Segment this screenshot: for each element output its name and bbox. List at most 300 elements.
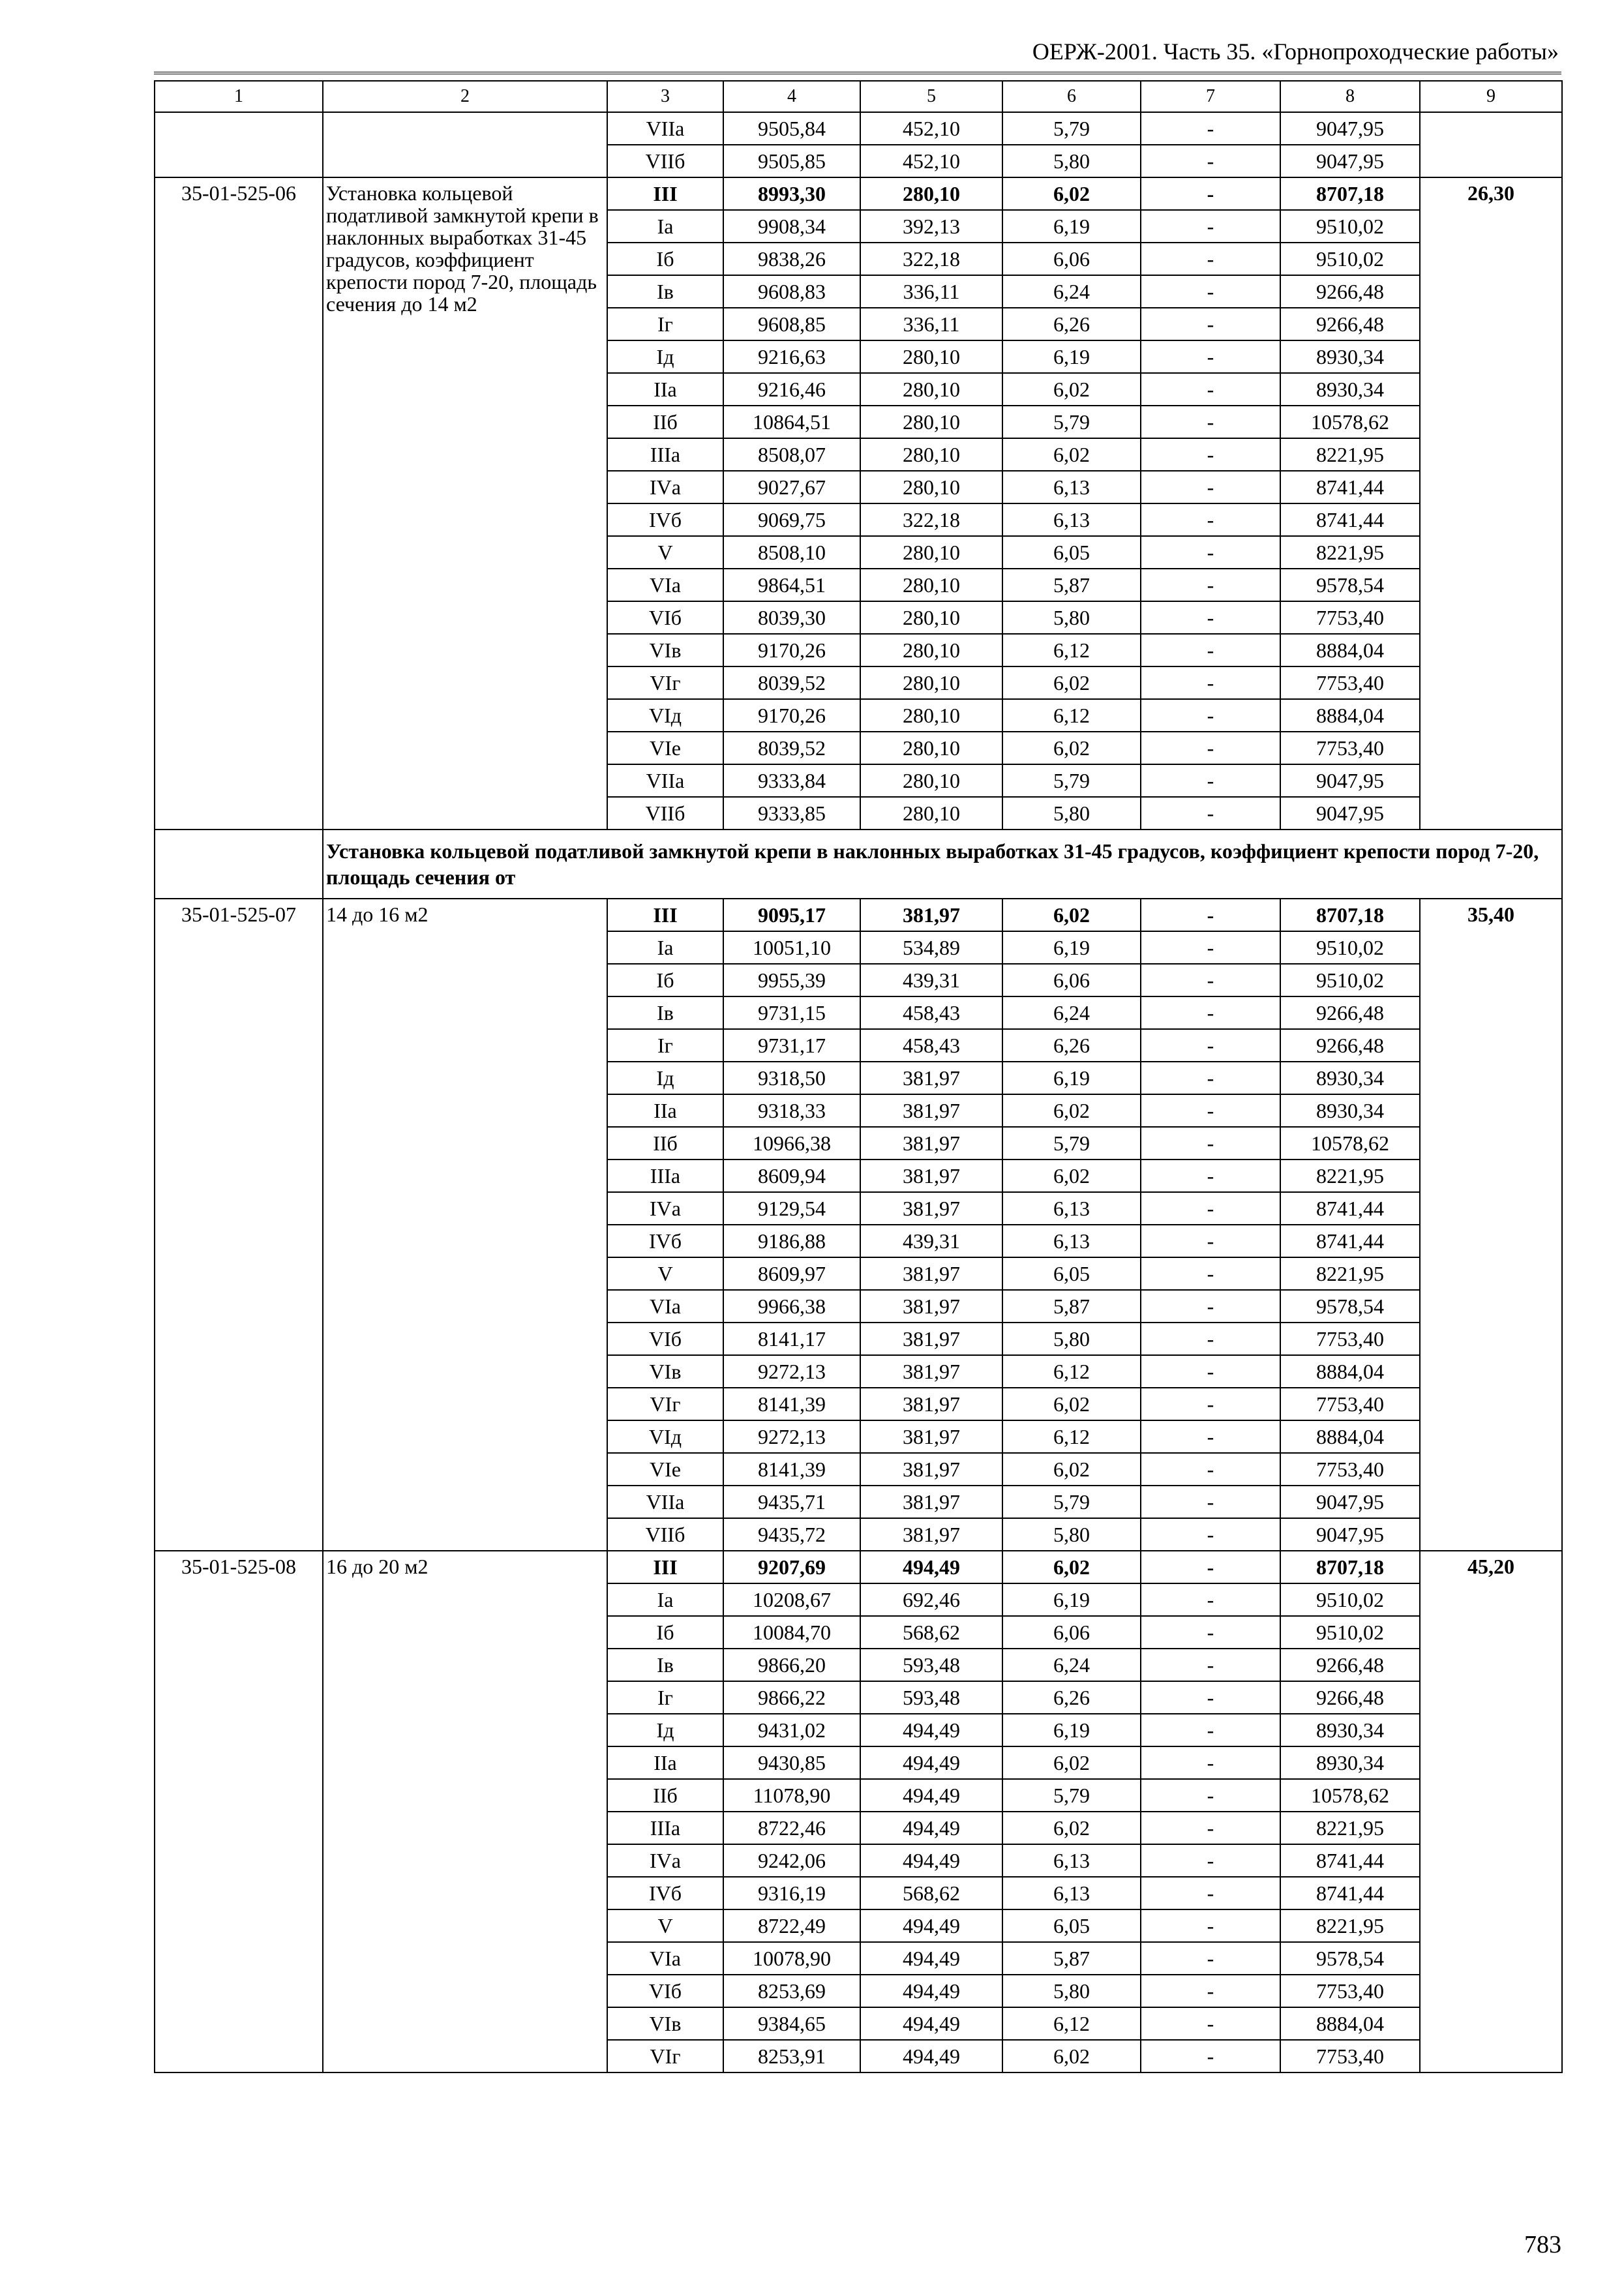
value-cell: 9866,22 [723,1681,860,1714]
value-cell: 6,02 [1002,1453,1141,1486]
value-cell: 8930,34 [1280,1062,1420,1094]
value-cell: Iб [607,243,723,275]
value-cell: V [607,1909,723,1942]
value-cell: 8609,94 [723,1159,860,1192]
value-cell: - [1141,1029,1280,1062]
value-cell: - [1141,1062,1280,1094]
value-cell: 8039,30 [723,601,860,634]
value-cell: IVа [607,471,723,503]
value-cell: 6,02 [1002,1746,1141,1779]
value-cell: - [1141,1844,1280,1877]
value-cell: 6,02 [1002,732,1141,764]
column-number-cell: 2 [323,81,607,112]
value-cell: 458,43 [860,996,1002,1029]
value-cell: - [1141,2007,1280,2040]
value-cell: - [1141,1942,1280,1975]
value-cell: 568,62 [860,1616,1002,1649]
value-cell: 9333,84 [723,764,860,797]
value-cell: 5,80 [1002,1518,1141,1551]
value-cell: 280,10 [860,406,1002,438]
value-cell: 9608,85 [723,308,860,340]
value-cell: 8930,34 [1280,1746,1420,1779]
value-cell: 8221,95 [1280,1257,1420,1290]
value-cell: 7753,40 [1280,1975,1420,2007]
value-cell: - [1141,1909,1280,1942]
value-cell: - [1141,1779,1280,1812]
value-cell: 6,02 [1002,1551,1141,1583]
value-cell: 9272,13 [723,1355,860,1388]
value-cell: 6,02 [1002,899,1141,931]
value-cell: Iа [607,210,723,243]
value-cell: 381,97 [860,1257,1002,1290]
value-cell: - [1141,1616,1280,1649]
section-heading-text: Установка кольцевой податливой замкнутой крепи в наклонных выработках 31-45 градусов, коэффициент крепости пород 7-20, площадь сечения от [323,830,1562,899]
value-cell: 280,10 [860,732,1002,764]
value-cell: IIа [607,1746,723,1779]
value-cell: IVб [607,503,723,536]
value-cell: Iб [607,1616,723,1649]
value-cell: 6,02 [1002,1812,1141,1844]
value-cell: 5,79 [1002,112,1141,145]
value-cell: 10084,70 [723,1616,860,1649]
value-cell: 381,97 [860,1127,1002,1159]
value-cell: IIа [607,373,723,406]
value-cell: 8884,04 [1280,1420,1420,1453]
value-cell: 8993,30 [723,177,860,210]
value-cell: 9838,26 [723,243,860,275]
value-cell: 9266,48 [1280,308,1420,340]
value-cell: - [1141,1290,1280,1323]
value-cell: 9578,54 [1280,569,1420,601]
value-cell: 9510,02 [1280,964,1420,996]
table-row [155,1551,1562,1583]
value-cell: - [1141,1812,1280,1844]
value-cell: VIв [607,1355,723,1388]
value-cell: - [1141,1159,1280,1192]
value-cell: 336,11 [860,308,1002,340]
value-cell: VIд [607,1420,723,1453]
value-cell: 280,10 [860,601,1002,634]
section-empty-cell [155,830,323,899]
value-cell: 8741,44 [1280,1192,1420,1225]
item-description [323,112,607,177]
value-cell: 280,10 [860,177,1002,210]
value-cell: 6,12 [1002,1420,1141,1453]
value-cell: 8930,34 [1280,373,1420,406]
value-cell: 8253,91 [723,2040,860,2072]
table-row [155,112,1562,145]
rates-table [154,80,1563,2073]
value-cell: IIа [607,1094,723,1127]
value-cell: 9047,95 [1280,112,1420,145]
value-cell: 9731,15 [723,996,860,1029]
value-cell: 6,12 [1002,699,1141,732]
column-number-cell: 4 [723,81,860,112]
value-cell: - [1141,964,1280,996]
value-cell: - [1141,634,1280,666]
value-cell: 9216,46 [723,373,860,406]
value-cell: 6,05 [1002,1257,1141,1290]
value-cell: - [1141,1551,1280,1583]
value-cell: 6,06 [1002,1616,1141,1649]
value-cell: Iд [607,1714,723,1746]
value-cell: 9170,26 [723,699,860,732]
value-cell: 9266,48 [1280,275,1420,308]
value-cell: 8508,07 [723,438,860,471]
value-cell: 6,13 [1002,1877,1141,1909]
column-number-cell: 6 [1002,81,1141,112]
value-cell: 8741,44 [1280,471,1420,503]
value-cell: 8884,04 [1280,699,1420,732]
value-cell: 9047,95 [1280,1486,1420,1518]
value-cell: - [1141,996,1280,1029]
value-cell: 381,97 [860,1453,1002,1486]
value-cell: 5,79 [1002,406,1141,438]
value-cell: IVа [607,1192,723,1225]
value-cell: 8253,69 [723,1975,860,2007]
value-cell: - [1141,764,1280,797]
value-cell: 6,06 [1002,964,1141,996]
value-cell: 7753,40 [1280,1453,1420,1486]
value-cell: VIIб [607,797,723,830]
value-cell: - [1141,1453,1280,1486]
value-cell: 5,80 [1002,1323,1141,1355]
value-cell: 8722,46 [723,1812,860,1844]
value-cell: 6,13 [1002,471,1141,503]
item-code: 35-01-525-07 [155,899,323,1551]
value-cell: 494,49 [860,2007,1002,2040]
value-cell: 9095,17 [723,899,860,931]
value-cell: Iв [607,1649,723,1681]
value-cell: Iв [607,275,723,308]
value-cell: 9129,54 [723,1192,860,1225]
value-cell: Iб [607,964,723,996]
value-cell: 381,97 [860,1355,1002,1388]
value-cell: 494,49 [860,1975,1002,2007]
value-cell: 6,19 [1002,210,1141,243]
value-cell: 9608,83 [723,275,860,308]
value-cell: 8039,52 [723,732,860,764]
value-cell: 9047,95 [1280,764,1420,797]
value-cell: 6,02 [1002,373,1141,406]
value-cell: 381,97 [860,1094,1002,1127]
page-number: 783 [1524,2231,1561,2258]
value-cell: Iа [607,1583,723,1616]
value-cell: - [1141,243,1280,275]
value-cell: 8221,95 [1280,1159,1420,1192]
value-cell: 6,19 [1002,1062,1141,1094]
item-description: 16 до 20 м2 [323,1551,607,2072]
value-cell: 494,49 [860,1812,1002,1844]
value-cell: 9318,33 [723,1094,860,1127]
value-cell: 9266,48 [1280,1649,1420,1681]
value-cell: 5,79 [1002,1779,1141,1812]
value-cell: 5,80 [1002,601,1141,634]
value-cell: 8930,34 [1280,340,1420,373]
value-cell: - [1141,1094,1280,1127]
value-cell: 9864,51 [723,569,860,601]
value-cell: 10578,62 [1280,1779,1420,1812]
value-cell: 6,13 [1002,1844,1141,1877]
value-cell: 9242,06 [723,1844,860,1877]
value-cell: 7753,40 [1280,601,1420,634]
column-number-cell: 7 [1141,81,1280,112]
value-cell: 6,19 [1002,931,1141,964]
value-cell: 7753,40 [1280,1323,1420,1355]
value-cell: VIIб [607,145,723,177]
value-cell: 336,11 [860,275,1002,308]
value-cell: 280,10 [860,569,1002,601]
value-cell: 8221,95 [1280,536,1420,569]
item-code [155,112,323,177]
value-cell: 9027,67 [723,471,860,503]
value-cell: IIб [607,1127,723,1159]
value-cell: 8221,95 [1280,1812,1420,1844]
value-cell: - [1141,666,1280,699]
value-cell: - [1141,732,1280,764]
value-cell: - [1141,1225,1280,1257]
item-code: 35-01-525-06 [155,177,323,830]
item-description: Установка кольцевой податливой замкнутой крепи в наклонных выработках 31-45 градусов, коэффициент крепости пород 7-20, площадь сечения до 14 м2 [323,177,607,830]
value-cell: IVб [607,1877,723,1909]
table-row [155,899,1562,931]
value-cell: 9047,95 [1280,1518,1420,1551]
value-cell: - [1141,797,1280,830]
section-heading-row [155,830,1562,899]
table-row [155,177,1562,210]
value-cell: 381,97 [860,899,1002,931]
value-cell: 9731,17 [723,1029,860,1062]
value-cell: 534,89 [860,931,1002,964]
value-cell: 494,49 [860,2040,1002,2072]
value-cell: - [1141,1323,1280,1355]
value-cell: 8707,18 [1280,177,1420,210]
value-cell: 9186,88 [723,1225,860,1257]
value-cell: 9333,85 [723,797,860,830]
value-cell: VIа [607,569,723,601]
value-cell: - [1141,1355,1280,1388]
value-cell: IVа [607,1844,723,1877]
value-cell: 6,05 [1002,1909,1141,1942]
value-cell: 6,02 [1002,177,1141,210]
value-cell: 5,80 [1002,145,1141,177]
value-cell: 6,24 [1002,275,1141,308]
value-cell: 9216,63 [723,340,860,373]
value-cell: - [1141,699,1280,732]
value-cell: V [607,1257,723,1290]
value-cell: VIв [607,2007,723,2040]
value-cell: VIг [607,2040,723,2072]
value-cell: Iа [607,931,723,964]
value-cell: 8707,18 [1280,1551,1420,1583]
item-code: 35-01-525-08 [155,1551,323,2072]
value-cell: 280,10 [860,471,1002,503]
value-cell: - [1141,1486,1280,1518]
value-cell: 7753,40 [1280,666,1420,699]
value-cell: IVб [607,1225,723,1257]
value-cell: 8741,44 [1280,1844,1420,1877]
value-cell: - [1141,373,1280,406]
value-cell: 568,62 [860,1877,1002,1909]
value-cell: 9266,48 [1280,996,1420,1029]
value-cell: 9266,48 [1280,1029,1420,1062]
value-cell: 8508,10 [723,536,860,569]
value-cell: 280,10 [860,797,1002,830]
value-cell: 381,97 [860,1192,1002,1225]
value-cell: - [1141,308,1280,340]
value-cell: 6,19 [1002,1714,1141,1746]
value-cell: 6,13 [1002,1225,1141,1257]
value-cell: VIе [607,732,723,764]
value-cell: III [607,177,723,210]
value-cell: Iд [607,1062,723,1094]
value-cell: 6,06 [1002,243,1141,275]
value-cell: IIIа [607,438,723,471]
value-cell: 381,97 [860,1486,1002,1518]
value-cell: 5,87 [1002,569,1141,601]
value-cell: 6,24 [1002,996,1141,1029]
value-cell: - [1141,1746,1280,1779]
value-cell: - [1141,1714,1280,1746]
value-cell: 381,97 [860,1290,1002,1323]
value-cell: III [607,1551,723,1583]
value-cell: 8141,17 [723,1323,860,1355]
value-cell: 593,48 [860,1681,1002,1714]
value-cell: VIг [607,1388,723,1420]
value-cell: 9955,39 [723,964,860,996]
value-cell: 280,10 [860,340,1002,373]
value-cell: 6,02 [1002,666,1141,699]
item-total [1420,112,1562,177]
value-cell: - [1141,406,1280,438]
value-cell: 6,05 [1002,536,1141,569]
value-cell: IIIа [607,1159,723,1192]
item-description: 14 до 16 м2 [323,899,607,1551]
page-header [154,35,1561,74]
value-cell: 6,12 [1002,1355,1141,1388]
value-cell: 322,18 [860,503,1002,536]
value-cell: 5,79 [1002,764,1141,797]
value-cell: 494,49 [860,1844,1002,1877]
column-number-cell: 3 [607,81,723,112]
value-cell: 8141,39 [723,1388,860,1420]
value-cell: 9966,38 [723,1290,860,1323]
value-cell: 280,10 [860,666,1002,699]
value-cell: IIб [607,406,723,438]
value-cell: 9207,69 [723,1551,860,1583]
value-cell: Iг [607,1681,723,1714]
value-cell: 5,87 [1002,1290,1141,1323]
value-cell: - [1141,1681,1280,1714]
value-cell: 439,31 [860,1225,1002,1257]
value-cell: 6,12 [1002,634,1141,666]
value-cell: 8141,39 [723,1453,860,1486]
value-cell: 7753,40 [1280,732,1420,764]
value-cell: III [607,899,723,931]
value-cell: VIб [607,1323,723,1355]
value-cell: VIIа [607,1486,723,1518]
value-cell: 10078,90 [723,1942,860,1975]
value-cell: - [1141,471,1280,503]
item-total: 26,30 [1420,177,1562,830]
item-total: 35,40 [1420,899,1562,1551]
value-cell: 8930,34 [1280,1714,1420,1746]
value-cell: - [1141,210,1280,243]
value-cell: 9578,54 [1280,1290,1420,1323]
value-cell: 8741,44 [1280,1877,1420,1909]
value-cell: 322,18 [860,243,1002,275]
value-cell: 6,13 [1002,1192,1141,1225]
value-cell: 10966,38 [723,1127,860,1159]
value-cell: - [1141,145,1280,177]
value-cell: - [1141,536,1280,569]
value-cell: IIIа [607,1812,723,1844]
value-cell: 8884,04 [1280,634,1420,666]
value-cell: 9272,13 [723,1420,860,1453]
value-cell: VIIа [607,112,723,145]
value-cell: 280,10 [860,373,1002,406]
value-cell: 8884,04 [1280,1355,1420,1388]
value-cell: 5,87 [1002,1942,1141,1975]
value-cell: 494,49 [860,1909,1002,1942]
value-cell: 494,49 [860,1779,1002,1812]
value-cell: 9430,85 [723,1746,860,1779]
value-cell: 10208,67 [723,1583,860,1616]
value-cell: 392,13 [860,210,1002,243]
value-cell: 9510,02 [1280,243,1420,275]
value-cell: 6,19 [1002,1583,1141,1616]
value-cell: 9435,72 [723,1518,860,1551]
value-cell: 6,26 [1002,1681,1141,1714]
value-cell: - [1141,899,1280,931]
value-cell: 8707,18 [1280,899,1420,931]
value-cell: 10864,51 [723,406,860,438]
value-cell: 5,79 [1002,1127,1141,1159]
value-cell: 9318,50 [723,1062,860,1094]
value-cell: VIг [607,666,723,699]
value-cell: 5,79 [1002,1486,1141,1518]
value-cell: 9316,19 [723,1877,860,1909]
value-cell: VIд [607,699,723,732]
value-cell: 280,10 [860,438,1002,471]
value-cell: 6,24 [1002,1649,1141,1681]
value-cell: 381,97 [860,1062,1002,1094]
value-cell: 8741,44 [1280,503,1420,536]
value-cell: 9505,84 [723,112,860,145]
value-cell: V [607,536,723,569]
value-cell: 9431,02 [723,1714,860,1746]
value-cell: Iв [607,996,723,1029]
value-cell: 494,49 [860,1746,1002,1779]
value-cell: 9866,20 [723,1649,860,1681]
value-cell: 5,80 [1002,1975,1141,2007]
value-cell: 381,97 [860,1518,1002,1551]
value-cell: 280,10 [860,536,1002,569]
value-cell: 494,49 [860,1551,1002,1583]
value-cell: VIа [607,1942,723,1975]
value-cell: - [1141,1257,1280,1290]
value-cell: 452,10 [860,112,1002,145]
value-cell: 8930,34 [1280,1094,1420,1127]
value-cell: 381,97 [860,1388,1002,1420]
value-cell: 381,97 [860,1323,1002,1355]
value-cell: 494,49 [860,1714,1002,1746]
column-number-row [155,81,1562,112]
value-cell: IIб [607,1779,723,1812]
value-cell: - [1141,1388,1280,1420]
value-cell: 9435,71 [723,1486,860,1518]
value-cell: 458,43 [860,1029,1002,1062]
